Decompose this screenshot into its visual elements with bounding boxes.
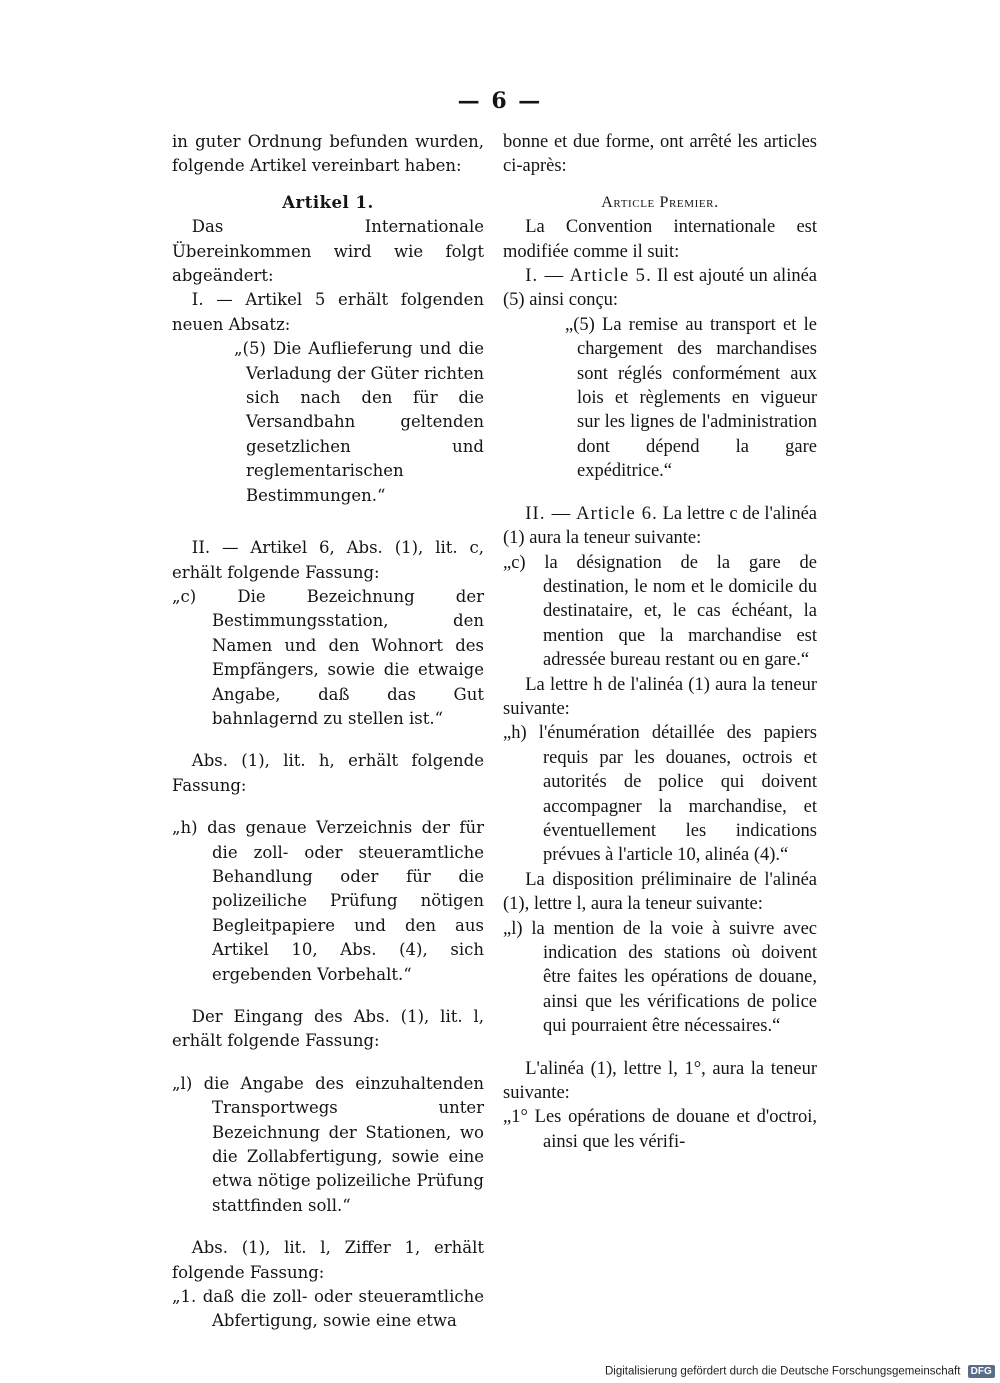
german-lit-l1-intro: Abs. (1), lit. l, Ziffer 1, erhält folgende Fassung: — [172, 1238, 484, 1282]
german-item-c: „c) Die Bezeichnung der Bestimmungsstation, den Namen und den Wohnort des Empfängers, sowie die etwaige Angabe, daß das Gut bahnlagernd zu stellen ist.“ — [172, 586, 484, 728]
german-article-heading: Artikel 1. — [282, 192, 374, 212]
dfg-logo: DFG — [968, 1365, 995, 1378]
german-item-h: „h) das genaue Verzeichnis der für die zoll- oder steueramtliche Behandlung oder für die polizeiliche Prüfung nötigen Begleitpapiere und den aus Artikel 10, Abs. (4), sich ergebenden Vorbehalt.“ — [172, 818, 484, 984]
french-section-1-label: I. — Article 5. — [525, 266, 652, 287]
german-lit-l-intro: Der Eingang des Abs. (1), lit. l, erhält folgende Fassung: — [172, 1007, 484, 1051]
french-convention: La Convention internationale est modifiée comme il suit: — [503, 217, 817, 262]
german-item-l: „l) die Angabe des einzuhaltenden Transportwegs unter Bezeichnung der Stationen, wo die Zollabfertigung, sowie eine etwa nötige polizeiliche Prüfung stattfinden soll.“ — [172, 1073, 484, 1215]
french-item-l: „l) la mention de la voie à suivre avec indication des stations où doivent être faites les opérations de douane, ainsi que les vérifications de police qui pourraient être nécessaires.“ — [503, 918, 817, 1037]
digitization-credit — [605, 1365, 992, 1378]
german-lit-h-intro: Abs. (1), lit. h, erhält folgende Fassung: — [172, 751, 484, 795]
french-lit-h-intro: La lettre h de l'alinéa (1) aura la teneur suivante: — [503, 674, 817, 719]
french-article-heading: Article Premier. — [601, 193, 719, 211]
french-section-2-text: La lettre c de l'alinéa (1) aura la teneur suivante: — [503, 503, 817, 549]
german-item-l1: „1. daß die zoll- oder steueramtliche Abfertigung, sowie eine etwa — [172, 1287, 484, 1331]
french-lit-l1-intro: L'alinéa (1), lettre l, 1°, aura la teneur suivante: — [503, 1058, 817, 1104]
french-section-1-quote: „(5) La remise au transport et le chargement des marchandises sont réglés conformément aux lois et règlements en vigueur sur les lignes de l'administration dont dépend la gare expéditrice.“ — [565, 314, 817, 482]
french-column — [503, 130, 817, 1154]
german-section-1-quote: „(5) Die Auflieferung und die Verladung der Güter richten sich nach den für die Versandbahn geltenden gesetzlichen und reglementarischen Bestimmungen.“ — [234, 339, 484, 505]
german-intro: in guter Ordnung befunden wurden, folgende Artikel vereinbart haben: — [172, 132, 484, 176]
german-convention: Das Internationale Übereinkommen wird wie folgt abgeändert: — [172, 217, 484, 286]
french-section-1 — [503, 264, 817, 313]
page-number: — 6 — — [457, 88, 543, 114]
french-section-1-text: Il est ajouté un alinéa (5) ainsi conçu: — [503, 266, 818, 311]
french-lit-l-intro: La disposition préliminaire de l'alinéa (1), lettre l, aura la teneur suivante: — [503, 869, 817, 915]
french-item-h: „h) l'énumération détaillée des papiers requis par les douanes, octrois et autorités de police qui doivent accompagner la marchandise, et éventuellement les indications prévues à l'article 10, alinéa (4).“ — [503, 723, 817, 866]
french-section-2 — [503, 502, 817, 551]
german-column — [172, 130, 484, 1334]
german-section-2: II. — Artikel 6, Abs. (1), lit. c, erhält folgende Fassung: — [172, 538, 484, 582]
french-intro: bonne et due forme, ont arrêté les articles ci-après: — [503, 132, 817, 177]
digitization-credit-text: Digitalisierung gefördert durch die Deutsche Forschungsgemeinschaft — [605, 1365, 961, 1378]
french-item-l1: „1° Les opérations de douane et d'octroi, ainsi que les vérifi- — [503, 1107, 817, 1152]
french-section-2-label: II. — Article 6. — [525, 503, 658, 524]
french-item-c: „c) la désignation de la gare de destination, le nom et le domicile du destinataire, et, le cas échéant, la mention que la marchandise est adressée bureau restant ou en gare.“ — [503, 552, 817, 671]
german-section-1: I. — Artikel 5 erhält folgenden neuen Absatz: — [172, 290, 484, 334]
